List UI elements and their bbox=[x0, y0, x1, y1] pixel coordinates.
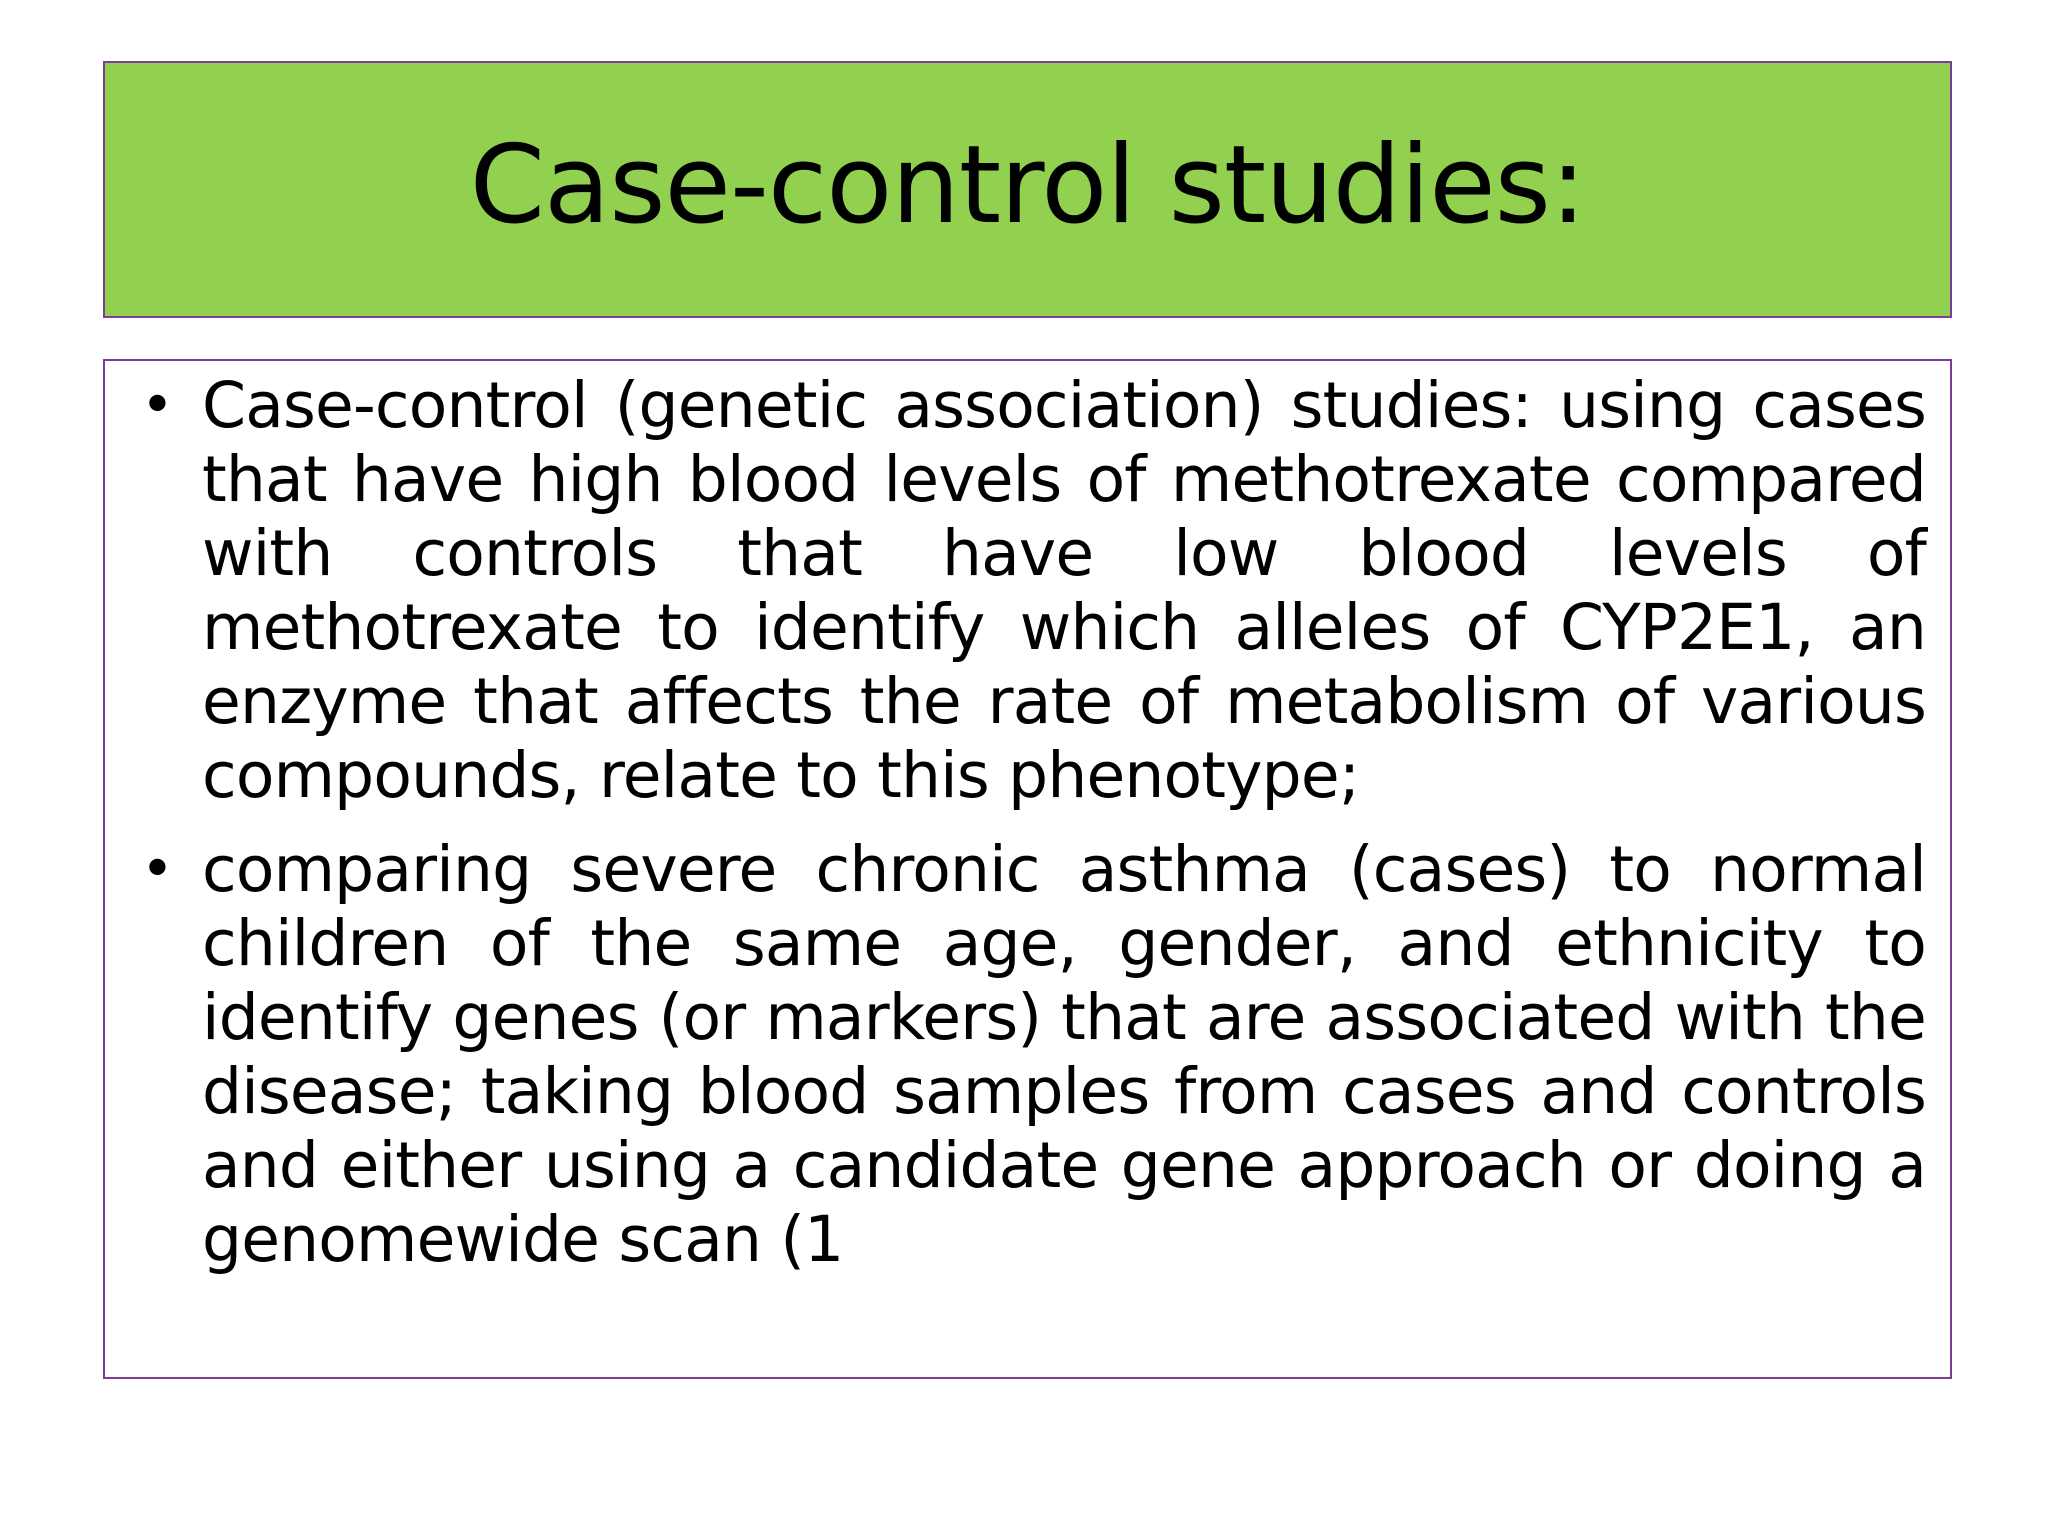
content-placeholder[interactable] bbox=[103, 359, 1952, 1379]
bullet-item-asthma bbox=[105, 833, 1950, 1277]
bullet-list bbox=[105, 361, 1950, 1277]
slide-title: Case-control studies: bbox=[469, 122, 1586, 248]
title-placeholder[interactable] bbox=[103, 61, 1952, 318]
bullet-item-case-control bbox=[105, 369, 1950, 813]
bullet-text: Case-control (genetic association) studies: using cases that have high blood levels of methotrexate compared with controls that have low blood levels of methotrexate to identify which alleles of CYP2E1, an enzyme that affects the rate of metabolism of various compounds, relate to this phenotype; bbox=[202, 369, 1926, 812]
bullet-icon: • bbox=[140, 837, 174, 902]
bullet-icon: • bbox=[140, 373, 174, 438]
bullet-text: comparing severe chronic asthma (cases) to normal children of the same age, gender, and ethnicity to identify genes (or markers) that are associated with the disease; taking blood samples from cases and controls and either using a candidate gene approach or doing a genomewide scan (1 bbox=[202, 833, 1926, 1276]
